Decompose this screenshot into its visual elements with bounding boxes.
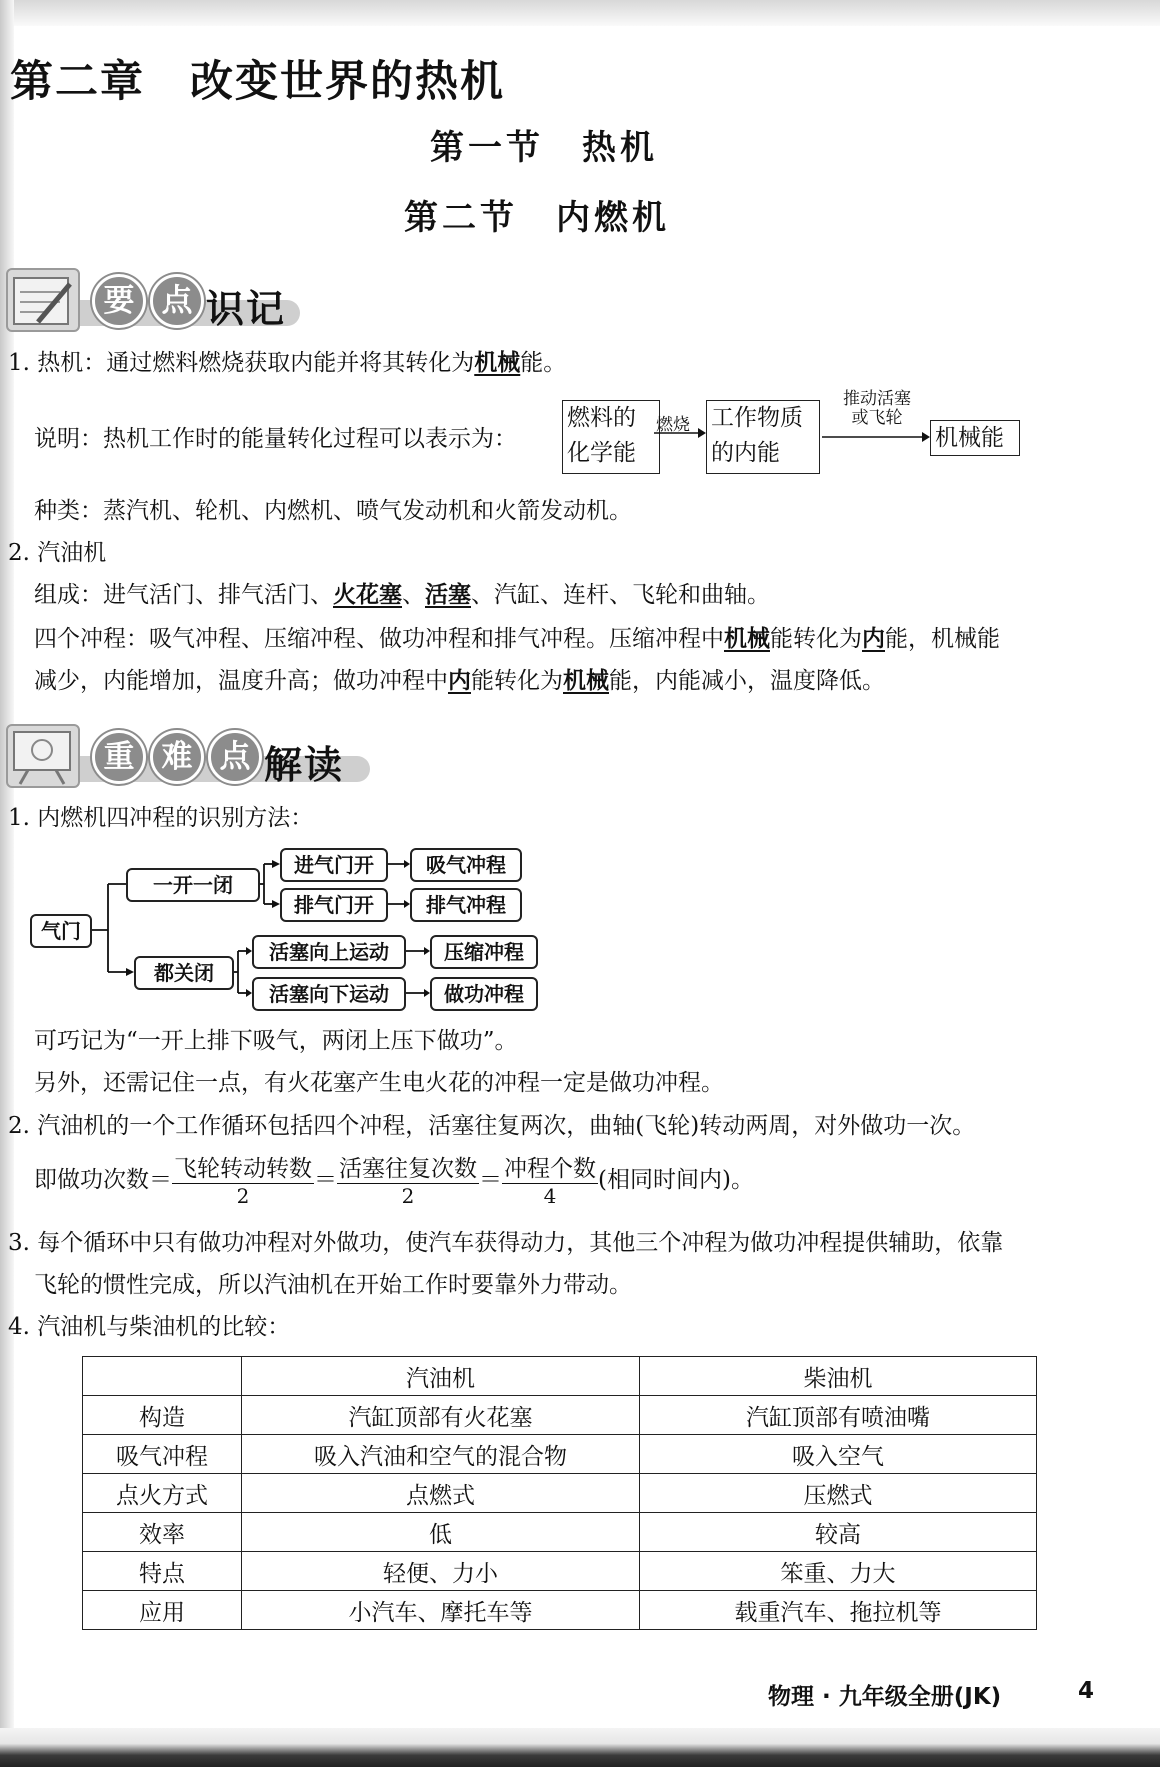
tree-node-intake-open: 进气门开 bbox=[280, 848, 388, 882]
table-cell: 点燃式 bbox=[242, 1474, 640, 1513]
table-row bbox=[83, 1474, 1037, 1513]
q3-line-1: 3. 每个循环中只有做功冲程对外做功，使汽车获得动力，其他三个冲程为做功冲程提供辅助，依靠 bbox=[8, 1230, 1004, 1256]
table-cell: 压燃式 bbox=[640, 1474, 1037, 1513]
fraction: $\frac{\text{飞轮转动转数}}{2}$ bbox=[174, 1155, 312, 1208]
mnemonic: 可巧记为“一开上排下吸气，两闭上压下做功”。 bbox=[34, 1028, 518, 1054]
point-1-note: 说明：热机工作时的能量转化过程可以表示为： bbox=[34, 426, 517, 452]
q2-line: 2. 汽油机的一个工作循环包括四个冲程，活塞往复两次，曲轴(飞轮)转动两周，对外做功一次。 bbox=[8, 1113, 976, 1139]
page-top-shadow bbox=[0, 0, 1160, 26]
spark-note: 另外，还需记住一点，有火花塞产生电火花的冲程一定是做功冲程。 bbox=[34, 1070, 724, 1096]
fraction: $\frac{\text{活塞往复次数}}{2}$ bbox=[339, 1155, 477, 1208]
tree-node-piston-up: 活塞向上运动 bbox=[252, 935, 406, 969]
banner-char: 重 bbox=[92, 730, 146, 784]
table-cell: 吸入汽油和空气的混合物 bbox=[242, 1435, 640, 1474]
point-1: 1. 热机：通过燃料燃烧获取内能并将其转化为机械能。 bbox=[8, 349, 567, 376]
section-1-title: 第一节 热机 bbox=[430, 128, 658, 168]
q3-line-2: 飞轮的惯性完成，所以汽油机在开始工作时要靠外力带动。 bbox=[34, 1272, 632, 1298]
page-footer: 物理 · 九年级全册(JK) bbox=[768, 1684, 1002, 1710]
banner-word: 解读 bbox=[264, 743, 345, 787]
table-cell: 轻便、力小 bbox=[242, 1552, 640, 1591]
tree-branch-one-open: 一开一闭 bbox=[126, 868, 260, 902]
point-2-heading: 2. 汽油机 bbox=[8, 540, 107, 566]
table-cell: 笨重、力大 bbox=[640, 1552, 1037, 1591]
table-cell bbox=[83, 1357, 242, 1396]
table-cell: 小汽车、摩托车等 bbox=[242, 1591, 640, 1630]
banner-char: 点 bbox=[150, 274, 204, 328]
table-cell: 吸气冲程 bbox=[83, 1435, 242, 1474]
fraction: $\frac{\text{冲程个数}}{4}$ bbox=[504, 1155, 596, 1208]
tree-node-exhaust-stroke: 排气冲程 bbox=[410, 888, 522, 922]
whiteboard-icon bbox=[6, 724, 80, 788]
q4-heading: 4. 汽油机与柴油机的比较： bbox=[8, 1314, 291, 1340]
flow-arrow bbox=[822, 430, 930, 444]
flow-box-internal: 工作物质 的内能 bbox=[706, 400, 820, 474]
page-bottom-shadow bbox=[0, 1728, 1160, 1767]
table-cell: 低 bbox=[242, 1513, 640, 1552]
banner-word: 识记 bbox=[206, 287, 287, 331]
table-cell: 特点 bbox=[83, 1552, 242, 1591]
table-row bbox=[83, 1435, 1037, 1474]
table-cell: 效率 bbox=[83, 1513, 242, 1552]
tree-node-intake-stroke: 吸气冲程 bbox=[410, 848, 522, 882]
table-cell: 点火方式 bbox=[83, 1474, 242, 1513]
table-cell: 较高 bbox=[640, 1513, 1037, 1552]
heat-engine-types: 种类：蒸汽机、轮机、内燃机、喷气发动机和火箭发动机。 bbox=[34, 498, 632, 524]
tree-node-piston-down: 活塞向下运动 bbox=[252, 977, 406, 1011]
table-header-gasoline: 汽油机 bbox=[242, 1357, 640, 1396]
banner-char: 难 bbox=[150, 730, 204, 784]
difficult-points-banner bbox=[6, 718, 376, 788]
work-count-formula: 即做功次数＝ $\frac{\text{飞轮转动转数}}{2}$ ＝ $\frac{\text{活塞往复次数}}{2}$ ＝ $\frac{\text{冲程个数}}{4}$ (相同时间内)。 bbox=[34, 1155, 754, 1208]
table-cell: 构造 bbox=[83, 1396, 242, 1435]
notepad-icon bbox=[6, 268, 80, 332]
flow-arrow-label: 推动活塞 或飞轮 bbox=[843, 389, 911, 428]
chapter-title: 第二章 改变世界的热机 bbox=[10, 57, 505, 107]
flow-arrow-label: 燃烧 bbox=[656, 415, 690, 435]
key-points-banner bbox=[6, 262, 306, 332]
table-cell: 吸入空气 bbox=[640, 1435, 1037, 1474]
table-cell: 应用 bbox=[83, 1591, 242, 1630]
tree-node-compression-stroke: 压缩冲程 bbox=[430, 935, 538, 969]
banner-char: 点 bbox=[208, 730, 262, 784]
banner-char: 要 bbox=[92, 274, 146, 328]
table-row bbox=[83, 1513, 1037, 1552]
flow-box-chemical: 燃料的 化学能 bbox=[562, 400, 660, 474]
table-row bbox=[83, 1396, 1037, 1435]
page-number: 4 bbox=[1078, 1678, 1095, 1704]
table-cell: 汽缸顶部有喷油嘴 bbox=[640, 1396, 1037, 1435]
section-2-title: 第二节 内燃机 bbox=[404, 198, 670, 238]
tree-root-valve: 气门 bbox=[30, 914, 92, 948]
table-row bbox=[83, 1591, 1037, 1630]
table-cell: 汽缸顶部有火花塞 bbox=[242, 1396, 640, 1435]
table-row bbox=[83, 1552, 1037, 1591]
gasoline-engine-components: 组成：进气活门、排气活门、火花塞、活塞、汽缸、连杆、飞轮和曲轴。 bbox=[34, 581, 770, 608]
table-cell: 载重汽车、拖拉机等 bbox=[640, 1591, 1037, 1630]
flow-box-mechanical: 机械能 bbox=[930, 420, 1020, 456]
table-header-row bbox=[83, 1357, 1037, 1396]
engine-comparison-table bbox=[82, 1356, 1037, 1630]
q1-heading: 1. 内燃机四冲程的识别方法： bbox=[8, 805, 314, 831]
table-header-diesel: 柴油机 bbox=[640, 1357, 1037, 1396]
four-strokes: 四个冲程：吸气冲程、压缩冲程、做功冲程和排气冲程。压缩冲程中机械能转化为内能，机械能 bbox=[34, 625, 1000, 652]
four-strokes-cont: 减少，内能增加，温度升高；做功冲程中内能转化为机械能，内能减小，温度降低。 bbox=[34, 667, 885, 694]
tree-node-power-stroke: 做功冲程 bbox=[430, 977, 538, 1011]
tree-branch-both-closed: 都关闭 bbox=[134, 956, 234, 990]
flow-arrow bbox=[654, 426, 706, 440]
tree-node-exhaust-open: 排气门开 bbox=[280, 888, 388, 922]
